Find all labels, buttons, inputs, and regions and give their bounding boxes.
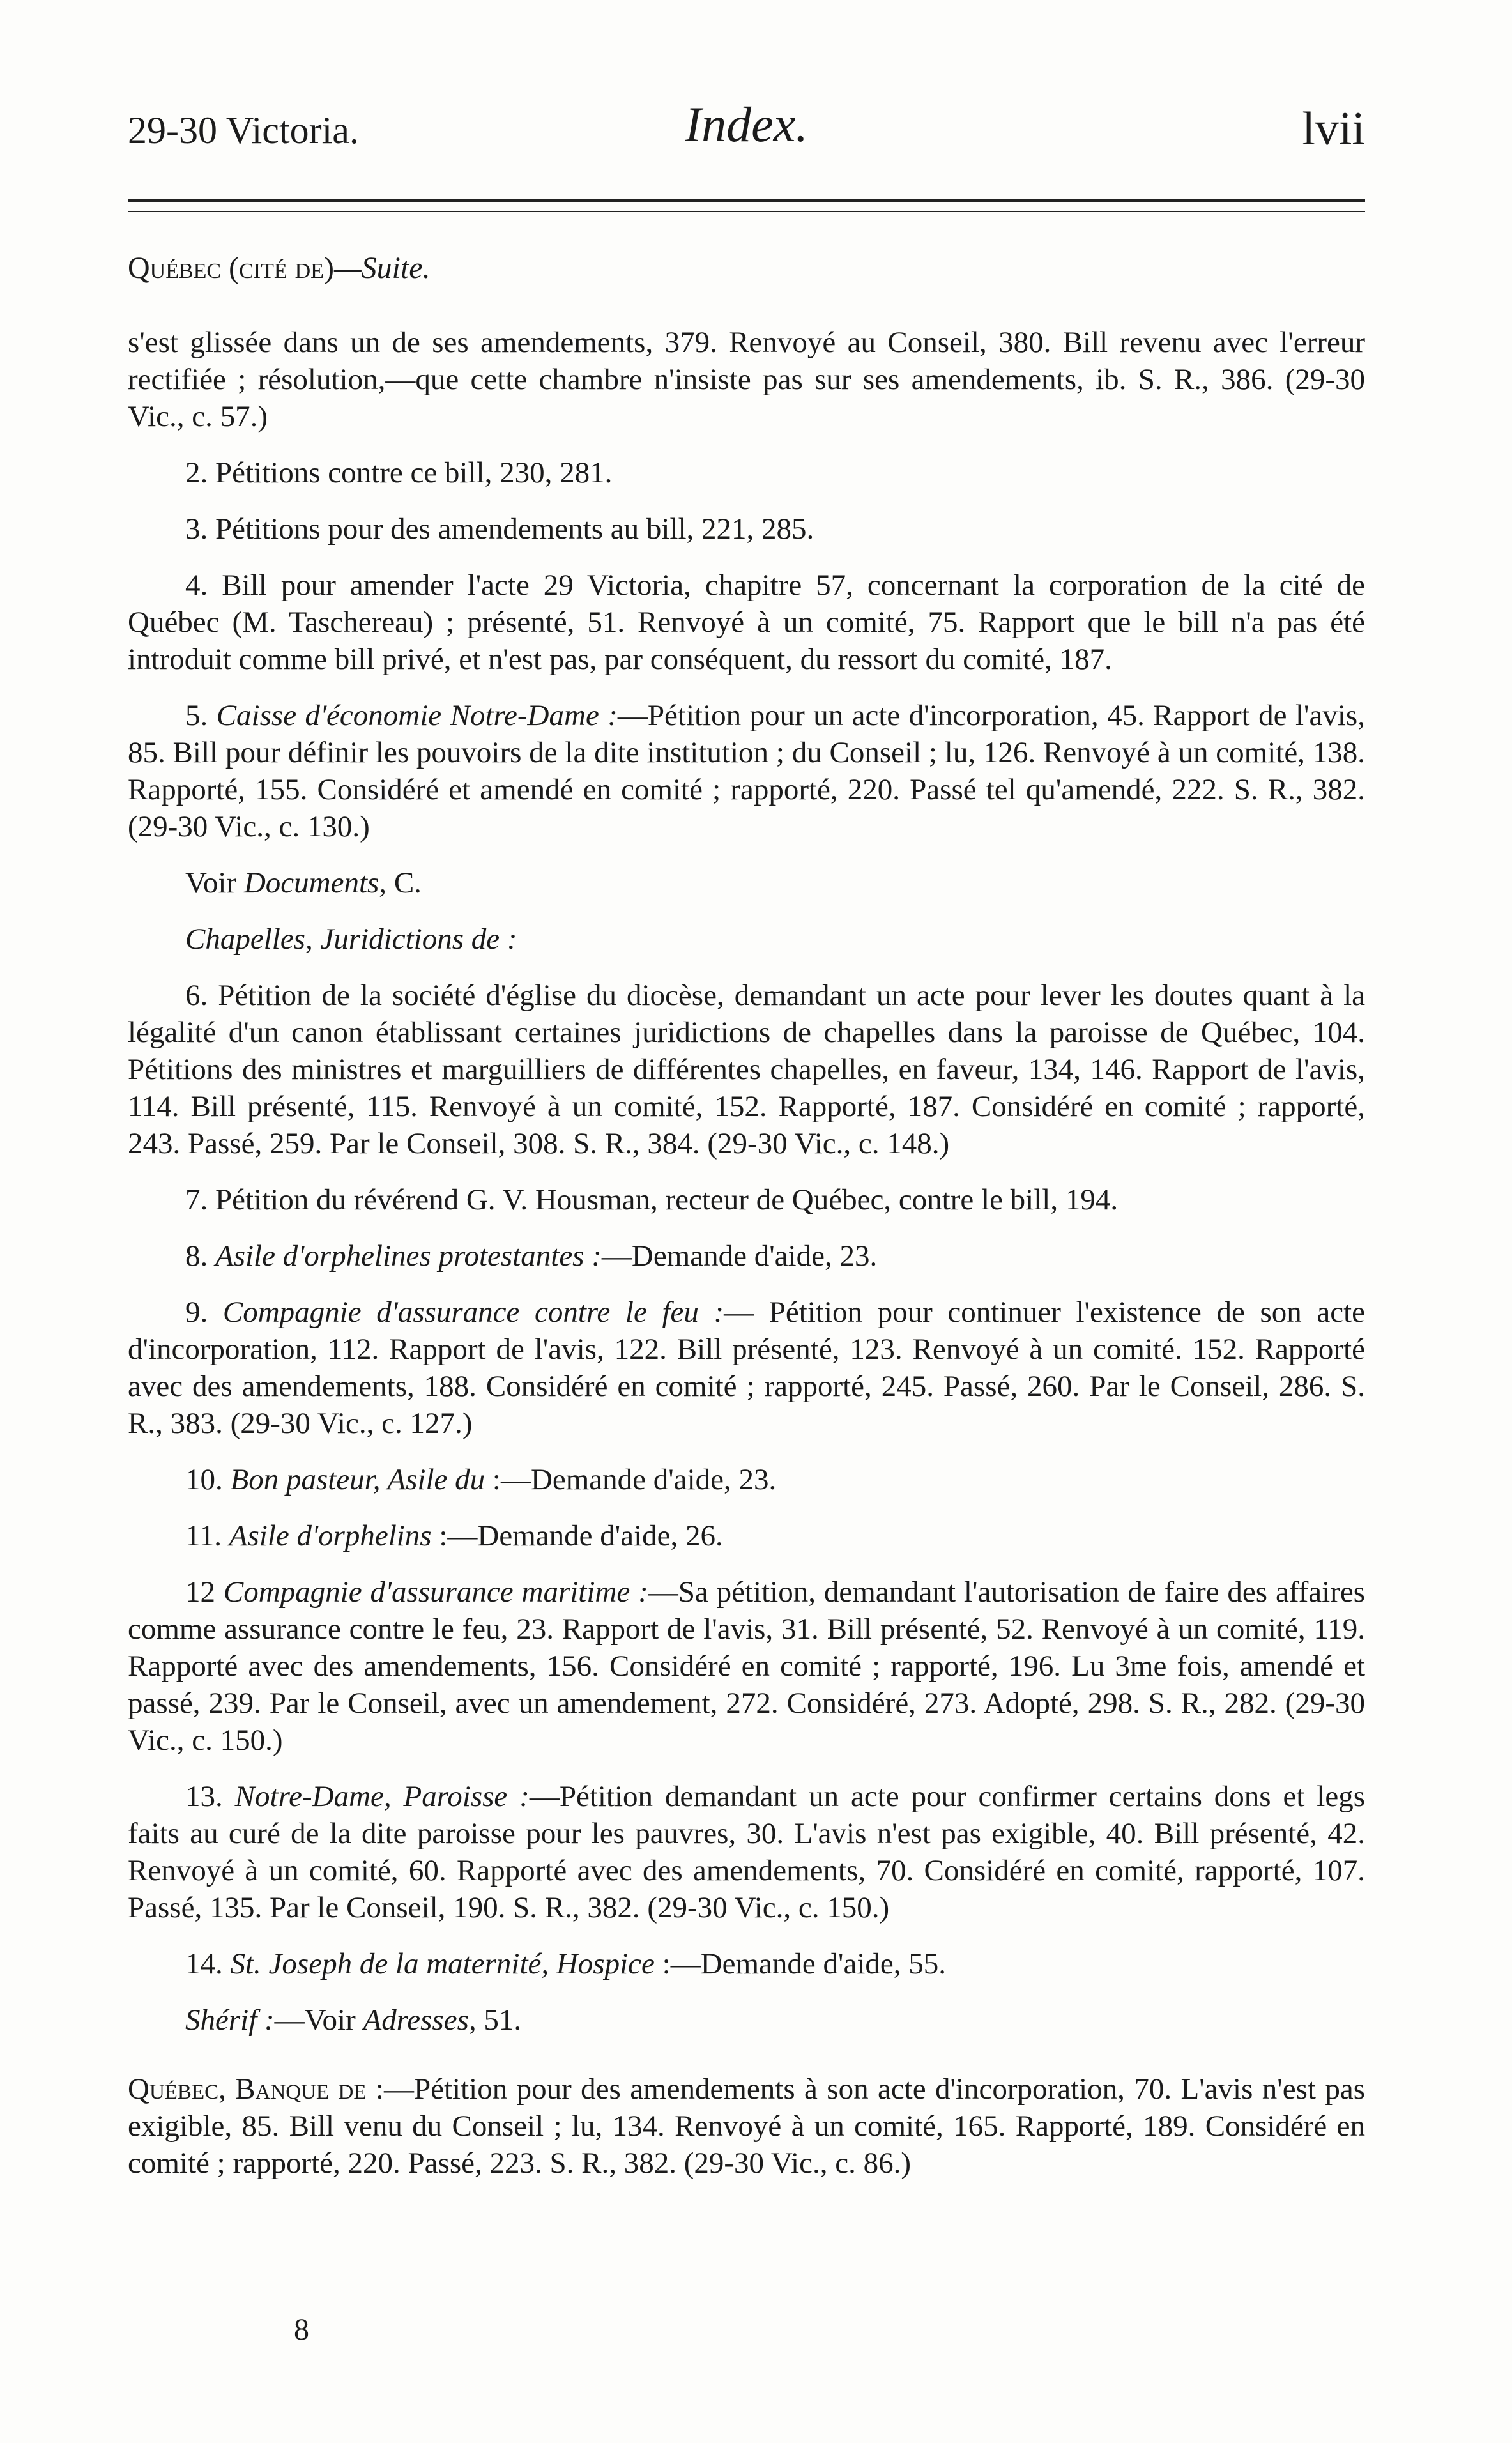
- list-item: [128, 977, 1365, 1162]
- list-item: [128, 1237, 1365, 1275]
- entry-text: Pétition de la société d'église du diocèse, demandant un acte pour lever les doutes quant à la légalité d'un canon établissant certaines juridictions de chapelles dans la paroisse de Québec, 104. Pétitions des ministres et marguilliers de différentes chapelles, en faveur, 134, 146. Rapport de l'avis, 114. Bill présenté, 115. Renvoyé à un comité, 152. Rapporté, 187. Considéré en comité ; rapporté, 243. Passé, 259. Par le Conseil, 308. S. R., 384. (29-30 Vic., c. 148.): [128, 979, 1365, 1160]
- list-item: [128, 1945, 1365, 1982]
- entry-number: 10.: [185, 1463, 231, 1496]
- entry-number: 2.: [185, 456, 215, 489]
- entry-subject: Asile d'orphelines protestantes :: [215, 1239, 602, 1273]
- header-volume: 29-30 Victoria.: [128, 109, 359, 151]
- entry-text: :—Pétition pour des amendements à son acte d'incorporation, 70. L'avis n'est pas exigible, 85. Bill venu du Conseil ; lu, 134. Renvoyé à un comité, 165. Rapporté, 189. Considéré en comité ; rapporté, 220. Passé, 223. S. R., 382. (29-30 Vic., c. 86.): [128, 2072, 1365, 2180]
- entry-text: Pétitions pour des amendements au bill, 221, 285.: [215, 512, 814, 546]
- list-item: [128, 1294, 1365, 1442]
- running-head: [128, 96, 1365, 166]
- entry-number: Voir: [185, 866, 244, 900]
- entry-heading: Québec, Banque de: [128, 2072, 367, 2106]
- entry-number: 12: [185, 1575, 224, 1609]
- entry-subject: St. Joseph de la maternité, Hospice: [230, 1947, 655, 1980]
- header-rule: [128, 199, 1365, 212]
- list-item: [128, 697, 1365, 845]
- list-item: [128, 864, 1365, 901]
- entry-banque: [128, 2071, 1365, 2182]
- list-item: [128, 1517, 1365, 1554]
- entry-subject: Notre-Dame, Paroisse :: [234, 1780, 530, 1813]
- list-item: [128, 454, 1365, 491]
- entry-text: —Voir: [274, 2003, 363, 2037]
- entry-text: —Sa pétition, demandant l'autorisation de faire des affaires comme assurance contre le feu, 23. Rapport de l'avis, 31. Bill présenté, 52. Renvoyé à un comité, 119. Rapporté avec des amendements, 156. Considéré en comité ; rapporté, 196. Lu 3me fois, amendé et passé, 239. Par le Conseil, avec un amendement, 272. Considéré, 273. Adopté, 298. S. R., 282. (29-30 Vic., c. 150.): [128, 1575, 1365, 1757]
- list-item: [128, 510, 1365, 548]
- section-heading: [128, 250, 1365, 286]
- entry-text: s'est glissée dans un de ses amendements, 379. Renvoyé au Conseil, 380. Bill revenu avec l'erreur rectifiée ; résolution,—que cette chambre n'insiste pas sur ses amendements, ib. S. R., 386. (29-30 Vic., c. 57.): [128, 326, 1365, 433]
- entry-text: :—Demande d'aide, 55.: [654, 1947, 947, 1980]
- entry-number: 7.: [185, 1183, 215, 1216]
- entry-page: 51.: [476, 2003, 522, 2037]
- entry-number: 4.: [185, 569, 222, 602]
- list-item: [128, 1181, 1365, 1218]
- section-name: Québec (cité de): [128, 251, 334, 285]
- entry-number: 13.: [185, 1780, 235, 1813]
- entry-subject: Asile d'orphelins: [229, 1519, 432, 1552]
- entry-subject: Compagnie d'assurance maritime :: [223, 1575, 648, 1609]
- entry-crossref: Adresses,: [363, 2003, 477, 2037]
- entry-text: —Pétition demandant un acte pour confirmer certains dons et legs faits au curé de la dite paroisse pour les pauvres, 30. L'avis n'est pas exigible, 40. Bill présenté, 42. Renvoyé à un comité, 60. Rapporté avec des amendements, 70. Considéré en comité, rapporté, 107. Passé, 135. Par le Conseil, 190. S. R., 382. (29-30 Vic., c. 150.): [128, 1780, 1366, 1924]
- entry-text: —Demande d'aide, 23.: [601, 1239, 878, 1273]
- list-item: [128, 324, 1365, 435]
- entry-subject: Shérif :: [185, 2003, 275, 2037]
- entry-subject: Compagnie d'assurance contre le feu :: [222, 1296, 724, 1329]
- list-item: [128, 1574, 1365, 1759]
- entry-subject: Documents,: [243, 866, 387, 900]
- entry-number: 11.: [185, 1519, 229, 1552]
- index-entries: [128, 324, 1365, 2182]
- entry-subject: Caisse d'économie Notre-Dame :: [216, 699, 618, 732]
- entry-number: 3.: [185, 512, 215, 546]
- list-item: [128, 567, 1365, 678]
- entry-text: — Pétition pour continuer l'existence de son acte d'incorporation, 112. Rapport de l'avis, 122. Bill présenté, 123. Renvoyé à un comité. 152. Rapporté avec des amendements, 188. Considéré en comité ; rapporté, 245. Passé, 260. Par le Conseil, 286. S. R., 383. (29-30 Vic., c. 127.): [128, 1296, 1366, 1440]
- entry-subject: Bon pasteur, Asile du: [230, 1463, 485, 1496]
- list-item: [128, 1461, 1365, 1498]
- entry-number: 5.: [185, 699, 217, 732]
- entry-text: Bill pour amender l'acte 29 Victoria, chapitre 57, concernant la corporation de la cité de Québec (M. Taschereau) ; présenté, 51. Renvoyé à un comité, 75. Rapport que le bill n'a pas été introduit comme bill privé, et n'est pas, par conséquent, du ressort du comité, 187.: [128, 569, 1365, 676]
- entry-text: :—Demande d'aide, 23.: [485, 1463, 777, 1496]
- entry-text: :—Demande d'aide, 26.: [431, 1519, 723, 1552]
- header-title: Index.: [685, 96, 808, 152]
- entry-text: Pétition du révérend G. V. Housman, recteur de Québec, contre le bill, 194.: [215, 1183, 1119, 1216]
- signature-mark: 8: [294, 2313, 309, 2347]
- list-item: [128, 2002, 1365, 2039]
- entry-number: 9.: [185, 1296, 223, 1329]
- entry-text: C.: [386, 866, 422, 900]
- entry-subject: Chapelles, Juridictions de :: [185, 923, 517, 956]
- entry-number: 6.: [185, 979, 218, 1012]
- list-item: [128, 1778, 1365, 1926]
- list-item: [128, 921, 1365, 958]
- entry-text: Pétitions contre ce bill, 230, 281.: [215, 456, 613, 489]
- entry-number: 14.: [185, 1947, 231, 1980]
- entry-number: 8.: [185, 1239, 215, 1273]
- page-number: lvii: [1302, 103, 1365, 155]
- section-suite: —Suite.: [333, 251, 431, 285]
- entry-text: —Pétition pour un acte d'incorporation, 45. Rapport de l'avis, 85. Bill pour définir les pouvoirs de la dite institution ; du Conseil ; lu, 126. Renvoyé à un comité, 138. Rapporté, 155. Considéré et amendé en comité ; rapporté, 220. Passé tel qu'amendé, 222. S. R., 382. (29-30 Vic., c. 130.): [128, 699, 1365, 843]
